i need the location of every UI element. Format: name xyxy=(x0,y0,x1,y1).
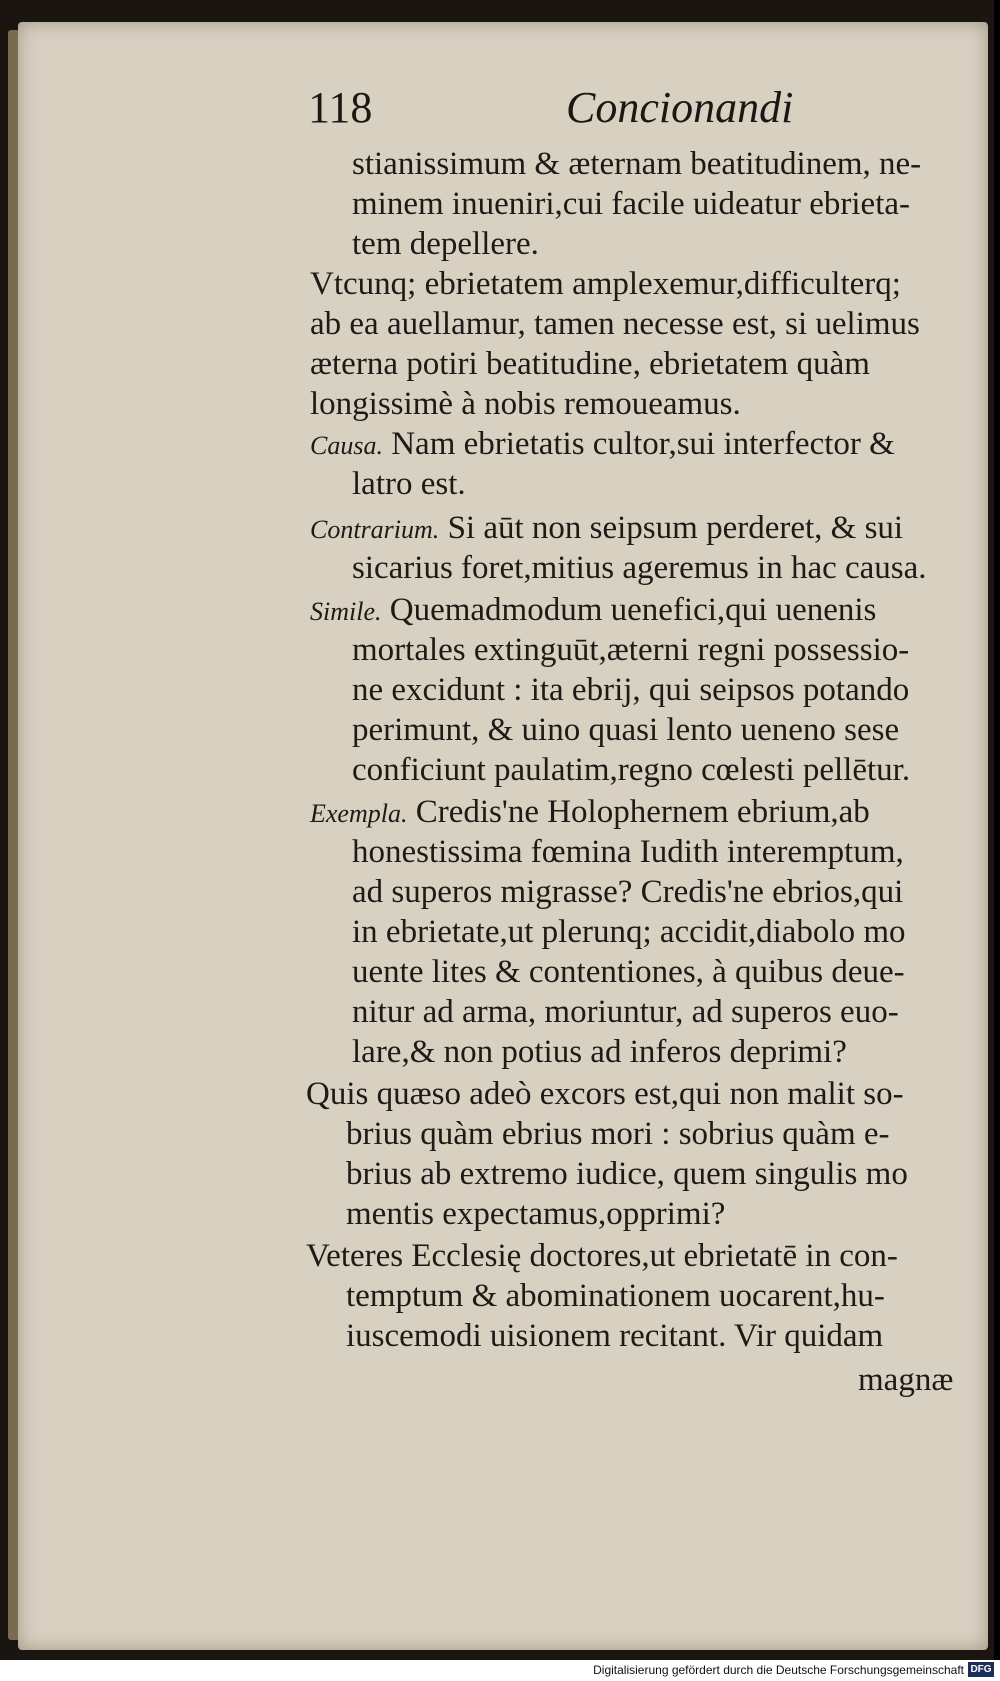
page-number: 118 xyxy=(308,83,373,132)
text-line: lare,& non potius ad inferos deprimi? xyxy=(352,1034,847,1070)
footer xyxy=(0,1660,1000,1681)
text-line: perimunt, & uino quasi lento ueneno sese xyxy=(352,712,900,748)
text-line: brius ab extremo iudice, quem singulis mo xyxy=(346,1156,908,1192)
text-line: Nam ebrietatis cultor,sui interfector & xyxy=(391,426,895,462)
margin-label-simile: Simile. xyxy=(310,597,382,626)
running-head: Concionandi xyxy=(566,83,794,132)
text-line: mentis expectamus,opprimi? xyxy=(346,1196,726,1232)
text-line: nitur ad arma, moriuntur, ad superos euo- xyxy=(352,994,899,1030)
margin-label-causa: Causa. xyxy=(310,431,383,460)
text-line-with-label xyxy=(310,424,895,466)
text-line-with-label xyxy=(310,590,876,632)
text-line: honestissima fœmina Iudith interemptum, xyxy=(352,834,904,870)
text-line: ab ea auellamur, tamen necesse est, si uelimus xyxy=(310,306,920,342)
text-line: temptum & abominationem uocarent,hu- xyxy=(346,1278,885,1314)
text-line: uente lites & contentiones, à quibus deue- xyxy=(352,954,905,990)
text-line: ad superos migrasse? Credis'ne ebrios,qui xyxy=(352,874,904,910)
text-line: Credis'ne Holophernem ebrium,ab xyxy=(415,794,870,830)
text-line: Veteres Ecclesię doctores,ut ebrietatē in con- xyxy=(306,1238,898,1274)
text-line: tem depellere. xyxy=(352,226,539,262)
text-line: æterna potiri beatitudine, ebrietatem quàm xyxy=(310,346,870,382)
text-line: Quis quæso adeò excors est,qui non malit so- xyxy=(306,1076,904,1112)
text-line: in ebrietate,ut plerunq; accidit,diabolo mo xyxy=(352,914,906,950)
text-line: minem inueniri,cui facile uideatur ebrieta- xyxy=(352,186,911,222)
scan-border xyxy=(994,0,1000,1660)
text-line: stianissimum & æternam beatitudinem, ne- xyxy=(352,146,922,182)
text-line: brius quàm ebrius mori : sobrius quàm e- xyxy=(346,1116,890,1152)
text-line: latro est. xyxy=(352,466,466,502)
text-line: Quemadmodum uenefici,qui uenenis xyxy=(389,592,877,628)
text-line: mortales extinguūt,æterni regni possessio- xyxy=(352,632,910,668)
text-line: sicarius foret,mitius ageremus in hac causa. xyxy=(352,550,927,586)
text-line: conficiunt paulatim,regno cœlesti pellētur. xyxy=(352,752,911,788)
catchword: magnæ xyxy=(858,1362,954,1398)
text-line: longissimè à nobis remoueamus. xyxy=(310,386,741,422)
text-line: ne excidunt : ita ebrij, qui seipsos potando xyxy=(352,672,910,708)
text-line-with-label xyxy=(310,508,903,550)
footer-credit: Digitalisierung gefördert durch die Deutsche Forschungsgemeinschaft xyxy=(593,1663,964,1677)
text-line: Si aūt non seipsum perderet, & sui xyxy=(447,510,904,546)
text-line-with-label xyxy=(310,792,870,834)
margin-label-exempla: Exempla. xyxy=(310,799,408,828)
text-line: iuscemodi uisionem recitant. Vir quidam xyxy=(346,1318,884,1354)
text-line: Vtcunq; ebrietatem amplexemur,difficulterq; xyxy=(310,266,901,302)
margin-label-contrarium: Contrarium. xyxy=(310,515,440,544)
dfg-logo: DFG xyxy=(968,1662,994,1677)
